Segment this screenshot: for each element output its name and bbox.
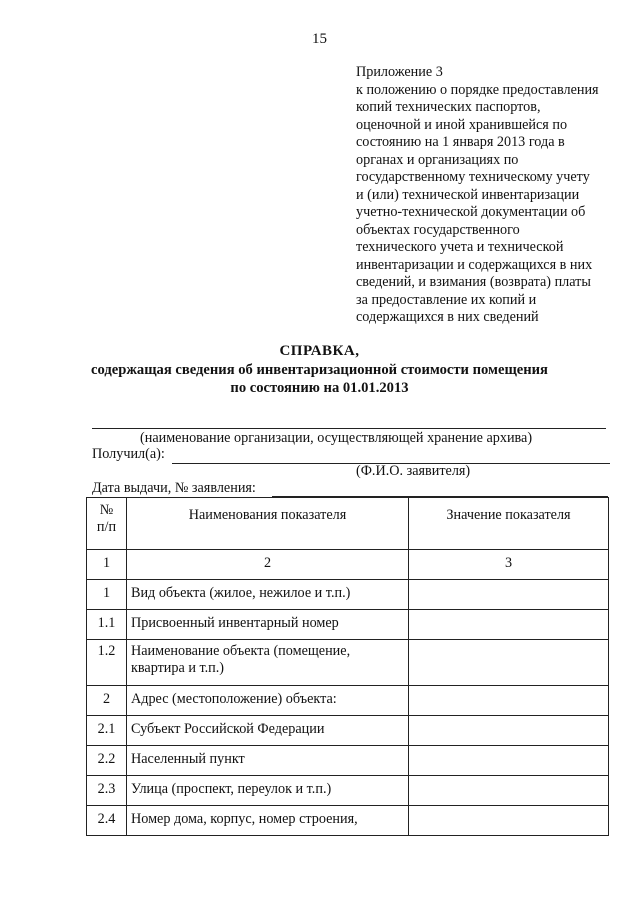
page-number: 15 bbox=[312, 31, 327, 47]
document-subtitle bbox=[0, 361, 639, 397]
table-index-row bbox=[87, 550, 609, 580]
subtitle-line-1: содержащая сведения об инвентаризационной стоимости помещения bbox=[91, 362, 548, 378]
row-number: 2.1 bbox=[87, 716, 127, 746]
row-number: 1.2 bbox=[87, 640, 127, 686]
header-indicator-value: Значение показателя bbox=[409, 498, 609, 550]
appendix-line: состоянию на 1 января 2013 года в bbox=[356, 134, 565, 150]
appendix-line: за предоставление их копий и bbox=[356, 291, 537, 308]
table-row bbox=[87, 640, 609, 686]
row-value[interactable] bbox=[409, 610, 609, 640]
appendix-line: оценочной и иной хранившейся по bbox=[356, 116, 568, 133]
appendix-line: содержащихся в них сведений bbox=[356, 309, 539, 325]
row-name: Улица (проспект, переулок и т.п.) bbox=[127, 776, 409, 806]
row-number: 2 bbox=[87, 686, 127, 716]
issue-date-label: Дата выдачи, № заявления: bbox=[92, 480, 256, 496]
table-row bbox=[87, 580, 609, 610]
organization-line[interactable] bbox=[92, 428, 606, 429]
row-number: 2.3 bbox=[87, 776, 127, 806]
subtitle-line-2: по состоянию на 01.01.2013 bbox=[230, 380, 409, 396]
header-number: № п/п bbox=[87, 498, 127, 550]
appendix-line: органах и организациях по bbox=[356, 151, 519, 168]
table-row bbox=[87, 716, 609, 746]
row-value[interactable] bbox=[409, 716, 609, 746]
row-number: 2.2 bbox=[87, 746, 127, 776]
appendix-line: и (или) технической инвентаризации bbox=[356, 186, 580, 203]
appendix-line: к положению о порядке предоставления bbox=[356, 81, 599, 98]
row-name: Вид объекта (жилое, нежилое и т.п.) bbox=[127, 580, 409, 610]
row-value[interactable] bbox=[409, 640, 609, 686]
appendix-line: объектах государственного bbox=[356, 221, 520, 238]
appendix-line: государственному техническому учету bbox=[356, 169, 590, 185]
organization-caption: (наименование организации, осуществляющей хранение архива) bbox=[140, 430, 533, 446]
index-cell: 3 bbox=[409, 550, 609, 580]
row-name: Адрес (местоположение) объекта: bbox=[127, 686, 409, 716]
received-label: Получил(а): bbox=[92, 446, 165, 462]
row-number: 1.1 bbox=[87, 610, 127, 640]
applicant-caption: (Ф.И.О. заявителя) bbox=[356, 463, 471, 479]
document-title: СПРАВКА, bbox=[279, 343, 360, 359]
row-name: Номер дома, корпус, номер строения, bbox=[127, 806, 409, 836]
info-table bbox=[86, 497, 609, 836]
table-row bbox=[87, 610, 609, 640]
row-number: 1 bbox=[87, 580, 127, 610]
header-indicator-name: Наименования показателя bbox=[127, 498, 409, 550]
row-name: Субъект Российской Федерации bbox=[127, 716, 409, 746]
row-value[interactable] bbox=[409, 746, 609, 776]
appendix-line: сведений, и взимания (возврата) платы bbox=[356, 274, 591, 290]
row-value[interactable] bbox=[409, 776, 609, 806]
table-header-row bbox=[87, 498, 609, 550]
row-value[interactable] bbox=[409, 806, 609, 836]
appendix-line: учетно-технической документации об bbox=[356, 204, 586, 220]
row-name: Наименование объекта (помещение, квартира и т.п.) bbox=[127, 640, 409, 686]
table-row bbox=[87, 776, 609, 806]
appendix-line: инвентаризации и содержащихся в них bbox=[356, 256, 593, 273]
row-value[interactable] bbox=[409, 580, 609, 610]
appendix-line: технического учета и технической bbox=[356, 239, 564, 255]
row-name: Присвоенный инвентарный номер bbox=[127, 610, 409, 640]
row-name: Населенный пункт bbox=[127, 746, 409, 776]
table-row bbox=[87, 686, 609, 716]
table-row bbox=[87, 806, 609, 836]
appendix-line: копий технических паспортов, bbox=[356, 99, 541, 115]
appendix-line: Приложение 3 bbox=[356, 64, 443, 80]
table-row bbox=[87, 746, 609, 776]
index-cell: 2 bbox=[127, 550, 409, 580]
index-cell: 1 bbox=[87, 550, 127, 580]
appendix-block bbox=[356, 64, 626, 327]
row-number: 2.4 bbox=[87, 806, 127, 836]
row-value[interactable] bbox=[409, 686, 609, 716]
